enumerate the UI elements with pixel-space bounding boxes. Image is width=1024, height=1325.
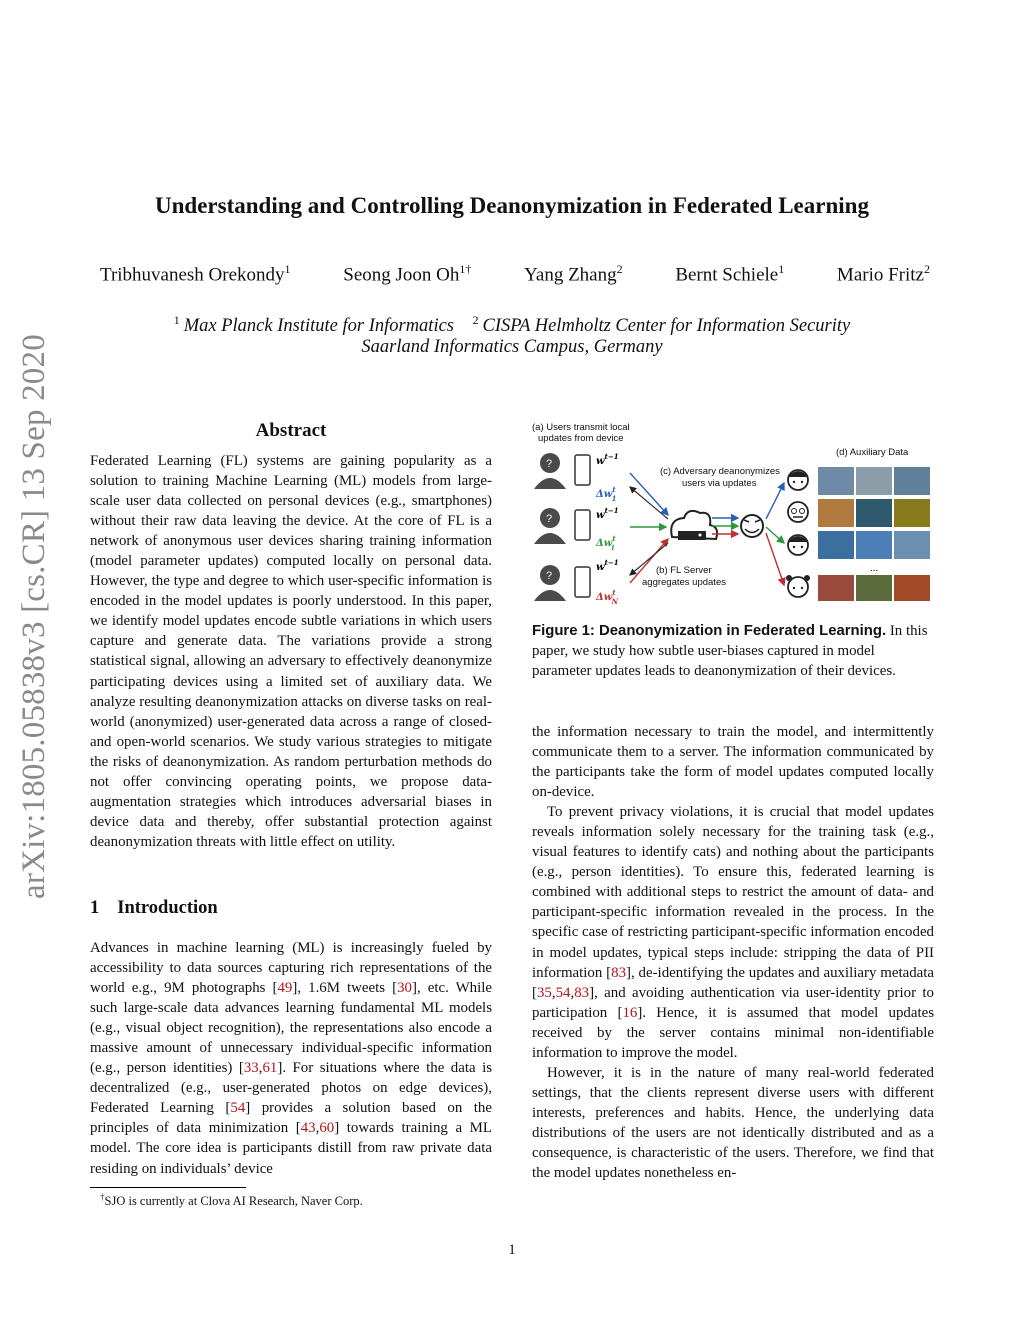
author: Seong Joon $Oh^{1\dagger}$ [343,262,472,286]
smartphone-icon [575,510,590,540]
update-i-label: $\Delta w^t$ i [596,534,616,552]
citation-link[interactable]: 60 [319,1120,335,1137]
identity-face-icon [788,535,808,555]
arxiv-identifier: arXiv:1805.05838v3 [cs.CR] 13 Sep 2020 [16,334,52,899]
auxiliary-photo-grid [818,467,930,601]
citation-link[interactable]: 83 [611,964,627,981]
intro-paragraph-3: However, it is in the nature of many real-world federated settings, that the clients represent diverse users with different interests, preferences and habits. Hence, the underlying data distributions of the users are not identically distributed and as a consequence, is characteristic of the users. Therefore, we find that the model updates nonetheless en- [532,1064,934,1182]
identity-face-icon [788,470,808,490]
citation-link[interactable]: 16 [622,1004,638,1021]
abstract-heading: Abstract [255,420,327,441]
abstract-text: Federated Learning (FL) systems are gaining popularity as a solution to training Machine Learning (ML) models from large-scale user data collected on personal devices (e.g., smartphones) without their raw data leaving the device. At the core of FL is a network of anonymous user devices sharing training information (model parameter updates) computed locally on personal data. However, the type and degree to which user-specific information is encoded in the model updates is poorly understood. In this paper, we identify model updates encode subtle variations in which users capture and generate data. The variations provide a strong statistical signal, allowing an adversary to effectively deanonymize participating devices using a limited set of auxiliary data. We analyze resulting deanonymization attacks on diverse tasks on real-world (anonymized) user-generated data across a range of closed- and open-world scenarios. We study various strategies to mitigate the risks of deanonymization. As random perturbation methods do not offer convincing operating points, we propose data-augmentation strategies which introduces adversarial biases in device data and thereby, offer substantial protection against deanonymization threats with little effect on utility. [90,453,492,850]
figure-1-caption: Figure 1: Deanonymization in Federated Learning. In this paper, we study how subtle user-biases captured in model parameter updates leads to deanonymization of their devices. [532,623,928,680]
paper-title: Understanding and Controlling Deanonymization in Federated Learning [155,193,869,218]
svg-text:?: ? [546,570,553,582]
figure-label-b-line2: aggregates updates [642,577,726,588]
global-weights-label: $w^{t-1}$ [596,452,619,467]
update-n-label: $\Delta w^t$ N [596,588,619,606]
citation-link[interactable]: 30 [397,980,412,997]
citation-link[interactable]: 54 [230,1100,246,1117]
cloud-server-icon [671,511,717,540]
author: Mario Fritz$^2$ [836,262,930,286]
page-number: 1 [508,1242,516,1258]
figure-label-c: (c) Adversary deanonymizes [660,466,780,477]
footnote-rule [90,1187,246,1188]
section-heading-introduction: 1 Introduction [90,898,218,918]
citation-link[interactable]: 61 [262,1060,278,1077]
broadcast-arrow [630,487,668,519]
footnote: †SJO is currently at Clova AI Research, Naver Corp. [100,1192,363,1209]
intro-right-column [532,722,934,1183]
anonymous-user-icon [534,453,566,489]
figure-label-a: (a) Users transmit local [532,422,630,433]
affiliation-campus: Saarland Informatics Campus, Germany [361,337,663,357]
intro-paragraph-1-continued: the information necessary to train the model, and intermittently communicate them to a server. The information communicated by the participants take the form of model updates computed locally on-device. [532,724,934,801]
affiliations: $^1$ Max Planck Institute for Informatics $^2$ CISPA Helmholtz Center for Information Security [173,313,851,337]
more-ellipsis: ... [870,563,879,574]
author-list [100,262,930,286]
adversary-smiley-icon [741,515,763,537]
anonymous-user-icon [534,565,566,601]
figure-label-a-line2: updates from device [538,433,624,444]
author: Bernt Schiele$^1$ [675,262,785,286]
citation-link[interactable]: 33 [243,1060,259,1077]
figure-1-diagram [530,415,935,615]
citation-link[interactable]: 54 [555,984,571,1001]
citation-link[interactable]: 49 [277,980,293,997]
figure-label-b: (b) FL Server [656,565,712,576]
author: Tribhuvanesh Orekondy$^1$ [100,262,291,286]
citation-link[interactable]: 43 [300,1120,316,1137]
identity-face-icon [786,575,810,597]
smartphone-icon [575,567,590,597]
update-1-label: $\Delta w^t$ 1 [596,485,617,503]
svg-text:?: ? [546,513,553,525]
citation-link[interactable]: 35 [536,984,552,1001]
global-weights-label: $w^{t-1}$ [596,558,619,573]
smartphone-icon [575,455,590,485]
svg-text:?: ? [546,458,553,470]
anonymous-user-icon [534,508,566,544]
figure-label-d: (d) Auxiliary Data [836,447,909,458]
citation-link[interactable]: 83 [574,984,590,1001]
identity-face-icon [788,502,808,522]
global-weights-label: $w^{t-1}$ [596,506,619,521]
deanonymization-arrow [766,483,784,519]
intro-paragraph-1: Advances in machine learning (ML) is increasingly fueled by accessibility to data sources capturing rich representations of the world e.g., 9M photographs [49], 1.6M tweets [30], etc. While such large-scale data advances learning fundamental ML models (e.g., visual object recognition), the representations also encode a massive amount of unnecessary individual-specific information (e.g., person identities) [33,61]. For situations where the data is decentralized (e.g., user-generated photos on edge devices), Federated Learning [54] provides a solution based on the principles of data minimization [43,60] towards training a ML model. The core idea is participants distill from raw private data residing on individuals’ device [90,940,492,1177]
update-arrow [630,473,668,515]
intro-paragraph-2: To prevent privacy violations, it is crucial that model updates reveals information solely necessary for the training task (e.g., visual features to identify cats) and nothing about the participants (e.g., person identities). To ensure this, federated learning is combined with additional steps to restrict the amount of data- and participant-specific information revealed in the process. In the specific case of restricting participant-specific information encoded in model updates, typical steps include: stripping the data of PII information [83], de-identifying the updates and auxiliary metadata [35,54,83], and avoiding authentication via user-identity prior to participation [16]. Hence, it is assumed that model updates received by the server contains minimal non-identifiable information to improve the model. [532,804,935,1061]
figure-label-c-line2: users via updates [682,478,757,489]
author: Yang Zhang$^2$ [524,262,623,286]
